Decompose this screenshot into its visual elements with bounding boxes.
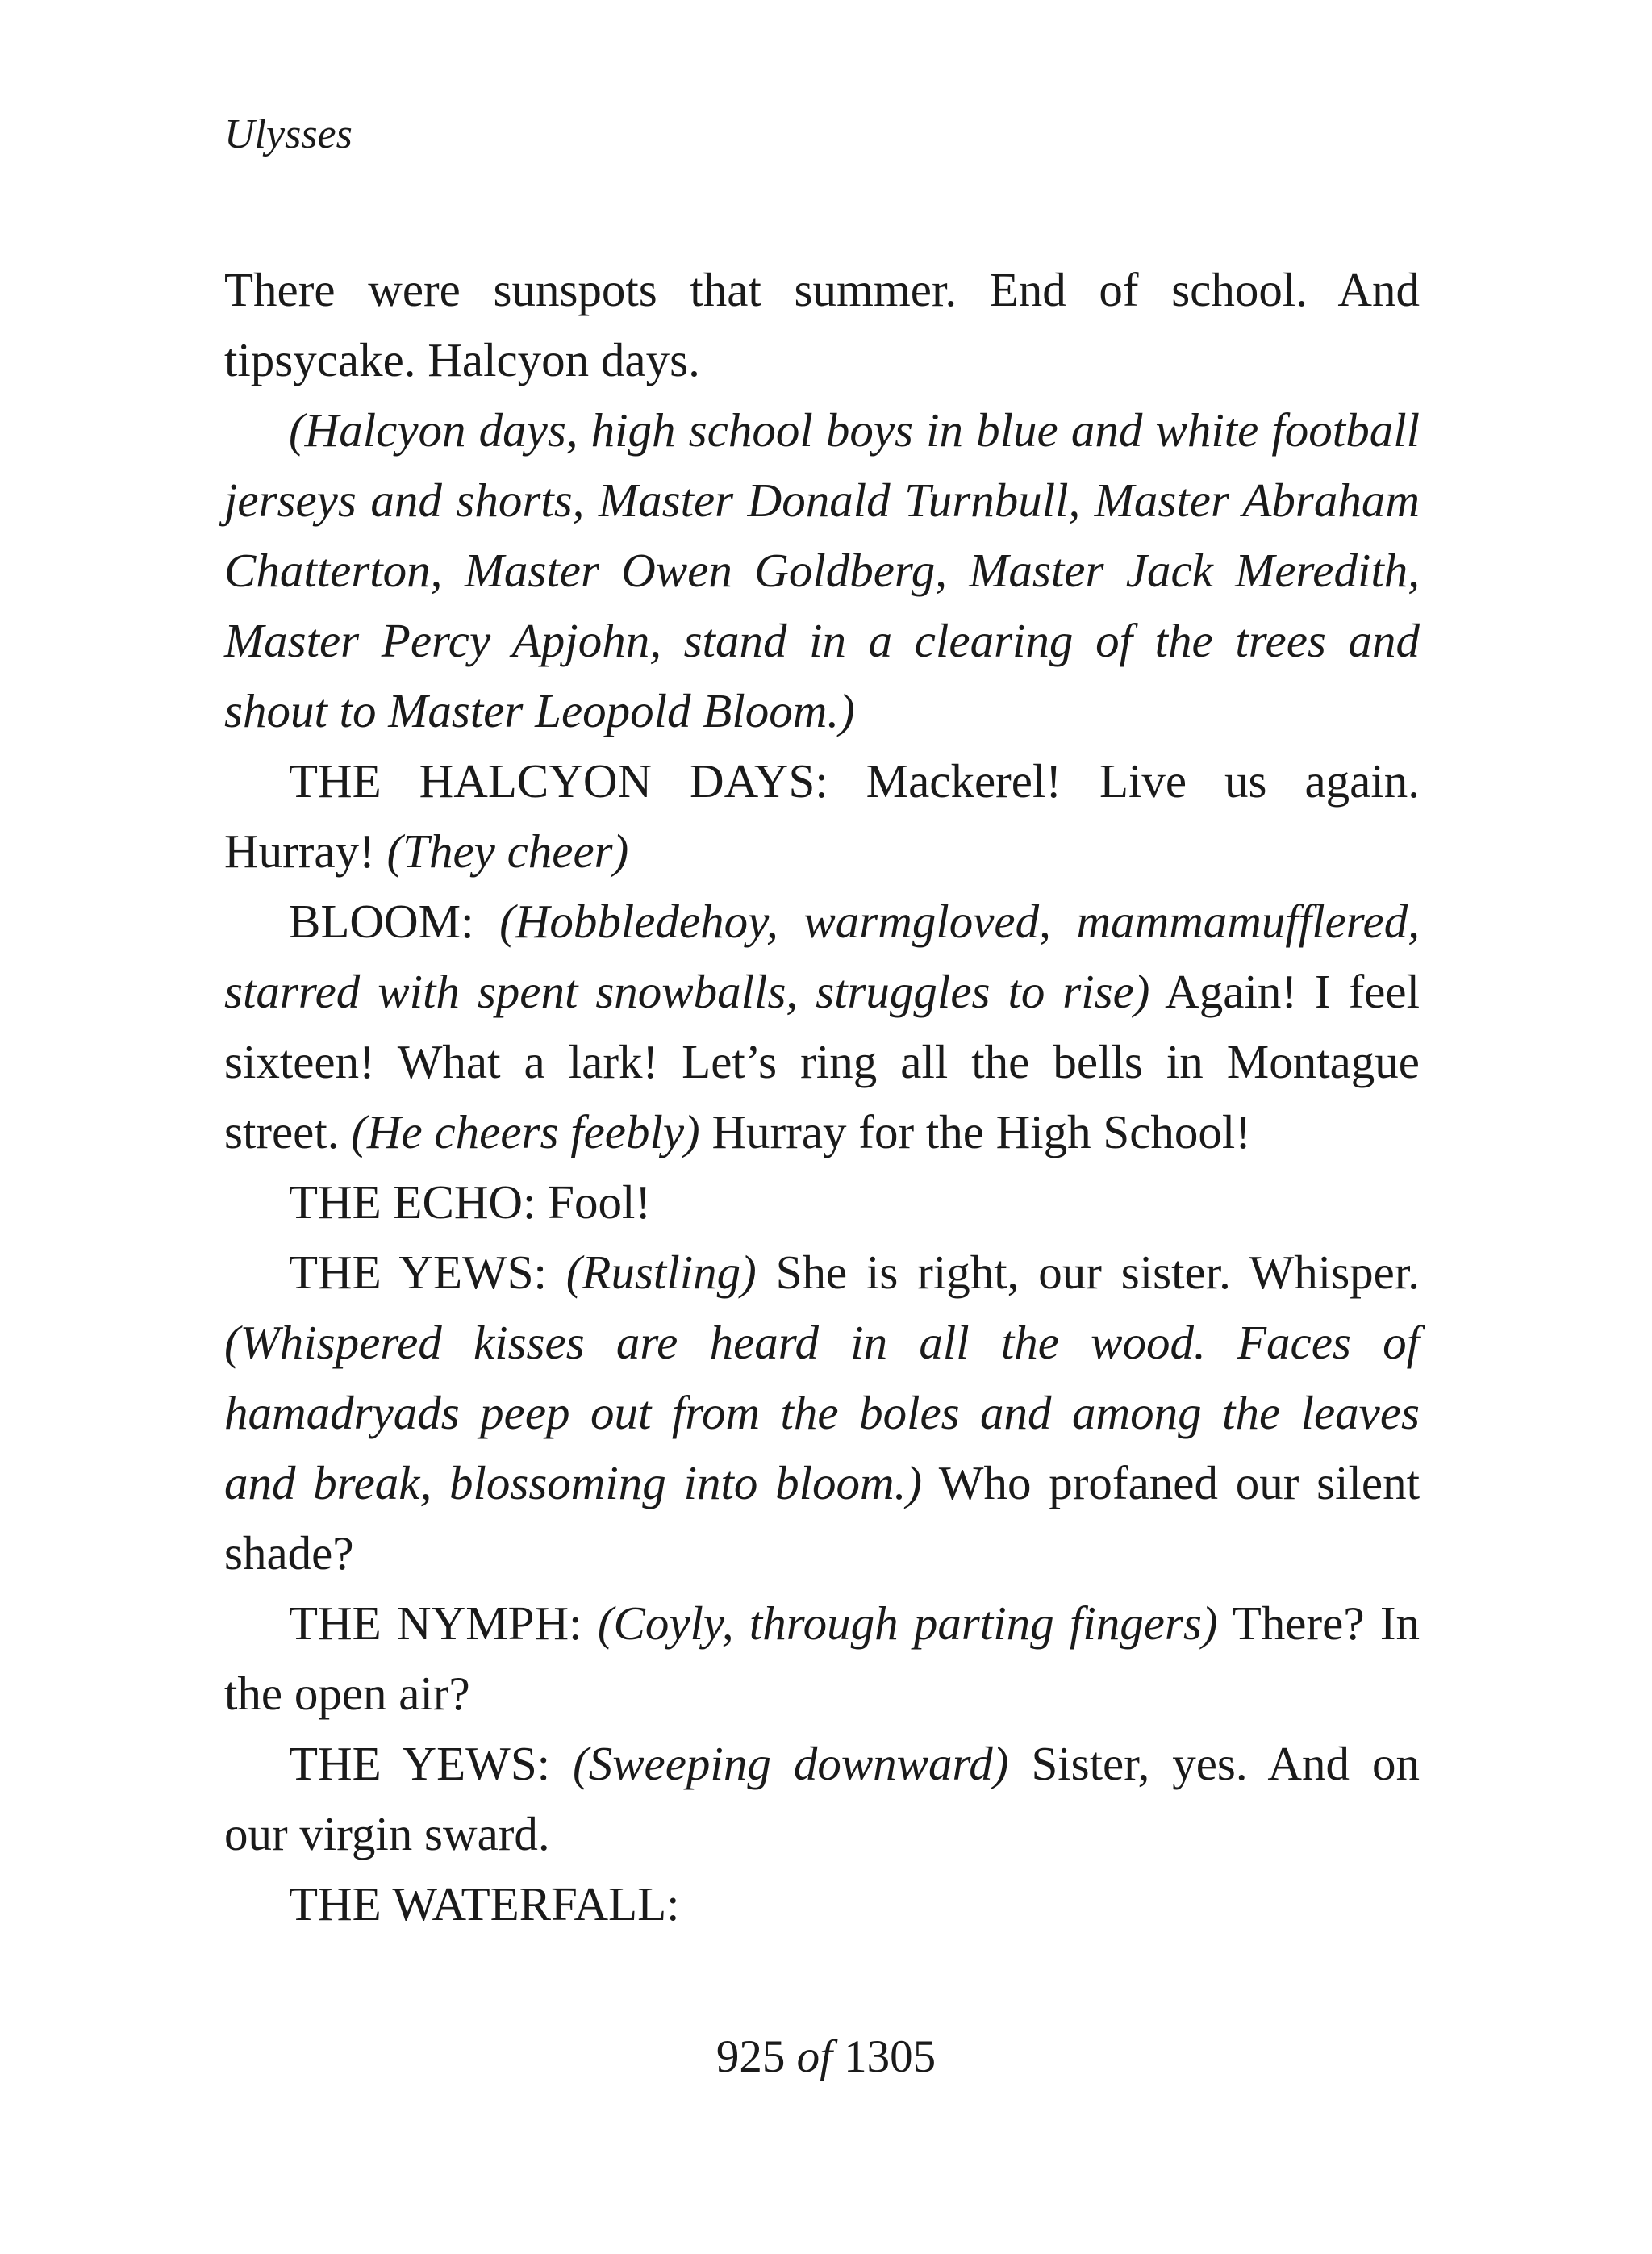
paragraph-2 (224, 395, 1420, 746)
narrative-text: There were sunspots that summer. End of school. And tipsycake. Halcyon days. (224, 263, 1420, 386)
stage-direction: (Halcyon days, high school boys in blue and white football jerseys and shorts, Master Donald Turnbull, Master Abraham Chatterton, Master Owen Goldberg, Master Jack Meredith, Master Percy Apjohn, stand in a clearing of the trees and shout to Master Leopold Bloom.) (224, 403, 1420, 737)
stage-direction: (Rustling) (565, 1246, 757, 1299)
stage-direction: (Hobbledehoy, warmgloved, mammamufflered, starred with spent snowballs, struggles to rise) (224, 895, 1420, 1018)
speech-text: THE ECHO: Fool! (289, 1175, 652, 1229)
total-page-count: 1305 (844, 2031, 937, 2082)
speaker-label: THE WATERFALL: (289, 1877, 680, 1931)
paragraph-4 (224, 887, 1420, 1167)
paragraph-1 (224, 255, 1420, 395)
speech-text: She is right, our sister. Whisper. (756, 1246, 1420, 1299)
speaker-label: BLOOM: (289, 895, 500, 948)
speech-text: THE HALCYON DAYS: Mackerel! Live us again. Hurray! (224, 754, 1420, 878)
speech-text: Who profaned our silent shade? (224, 1456, 1420, 1580)
paragraph-9 (224, 1869, 1420, 1939)
stage-direction: (Coyly, through parting fingers) (597, 1597, 1218, 1650)
paragraph-3 (224, 746, 1420, 887)
speech-text: There? In the open air? (224, 1597, 1420, 1720)
speech-text: Hurray for the High School! (699, 1105, 1251, 1158)
paragraph-8 (224, 1729, 1420, 1869)
page-number (0, 2025, 1652, 2089)
page-body (224, 255, 1420, 1939)
speech-text: Again! I feel sixteen! What a lark! Let’s ring all the bells in Montague street. (224, 965, 1420, 1158)
current-page-number: 925 (715, 2031, 786, 2082)
paragraph-5 (224, 1167, 1420, 1238)
running-head-title: Ulysses (224, 111, 353, 157)
stage-direction: (Whispered kisses are heard in all the wood. Faces of hamadryads peep out from the boles and among the leaves and break, blossoming into bloom.) (224, 1316, 1420, 1509)
stage-direction: (He cheers feebly) (351, 1105, 700, 1158)
stage-direction: (Sweeping downward) (573, 1737, 1009, 1790)
paragraph-7 (224, 1588, 1420, 1729)
page-of-label: of (796, 2031, 832, 2082)
stage-direction: (They cheer) (386, 824, 629, 878)
speech-text: Sister, yes. And on our virgin sward. (224, 1737, 1420, 1860)
speaker-label: THE YEWS: (289, 1246, 566, 1299)
paragraph-6 (224, 1238, 1420, 1588)
speaker-label: THE YEWS: (289, 1737, 574, 1790)
speaker-label: THE NYMPH: (289, 1597, 598, 1650)
